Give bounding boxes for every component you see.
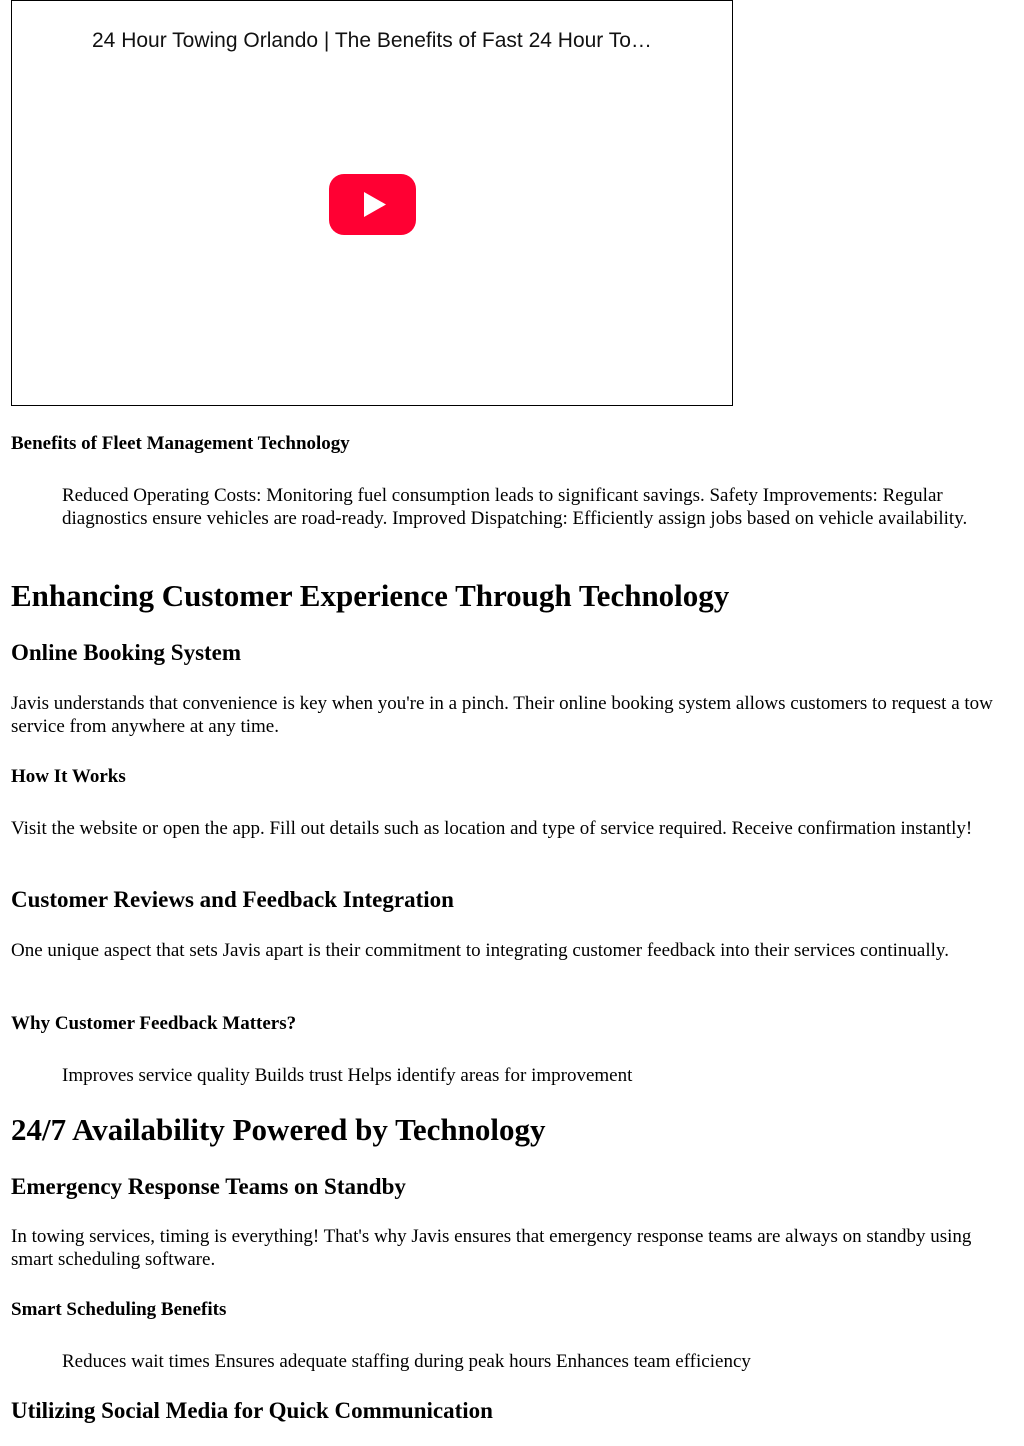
- emergency-response-heading: Emergency Response Teams on Standby: [11, 1174, 406, 1199]
- article-content: [11, 0, 1016, 1423]
- fleet-benefits-heading: Benefits of Fleet Management Technology: [11, 433, 350, 454]
- online-booking-heading: Online Booking System: [11, 640, 242, 665]
- customer-experience-heading: Enhancing Customer Experience Through Technology: [11, 578, 730, 613]
- online-booking-text: Javis understands that convenience is key when you're in a pinch. Their online booking system allows customers to request a tow service from anywhere at any time.: [11, 693, 993, 737]
- fleet-benefits-list: Reduced Operating Costs: Monitoring fuel consumption leads to significant savings. Safety Improvements: Regular diagnostics ensure vehicles are road-ready. Improved Dispatching: Efficiently assign jobs based on vehicle availability.: [62, 485, 968, 529]
- smart-scheduling-heading: Smart Scheduling Benefits: [11, 1299, 227, 1320]
- social-media-heading: Utilizing Social Media for Quick Communication: [11, 1398, 493, 1423]
- video-title[interactable]: 24 Hour Towing Orlando | The Benefits of Fast 24 Hour To…: [92, 29, 652, 52]
- how-it-works-heading: How It Works: [11, 766, 126, 787]
- play-button[interactable]: [329, 174, 416, 235]
- how-it-works-text: Visit the website or open the app. Fill out details such as location and type of service required. Receive confirmation instantly!: [11, 818, 973, 839]
- feedback-matters-heading: Why Customer Feedback Matters?: [11, 1013, 297, 1034]
- customer-reviews-heading: Customer Reviews and Feedback Integration: [11, 887, 454, 912]
- video-embed[interactable]: [11, 0, 733, 406]
- availability-heading: 24/7 Availability Powered by Technology: [11, 1112, 546, 1147]
- smart-scheduling-list: Reduces wait times Ensures adequate staffing during peak hours Enhances team efficiency: [62, 1351, 751, 1372]
- youtube-play-icon[interactable]: [329, 174, 416, 235]
- customer-reviews-text: One unique aspect that sets Javis apart is their commitment to integrating customer feedback into their services continually.: [11, 940, 949, 961]
- feedback-matters-list: Improves service quality Builds trust Helps identify areas for improvement: [62, 1065, 633, 1086]
- emergency-response-text: In towing services, timing is everything! That's why Javis ensures that emergency response teams are always on standby using smart scheduling software.: [11, 1226, 972, 1270]
